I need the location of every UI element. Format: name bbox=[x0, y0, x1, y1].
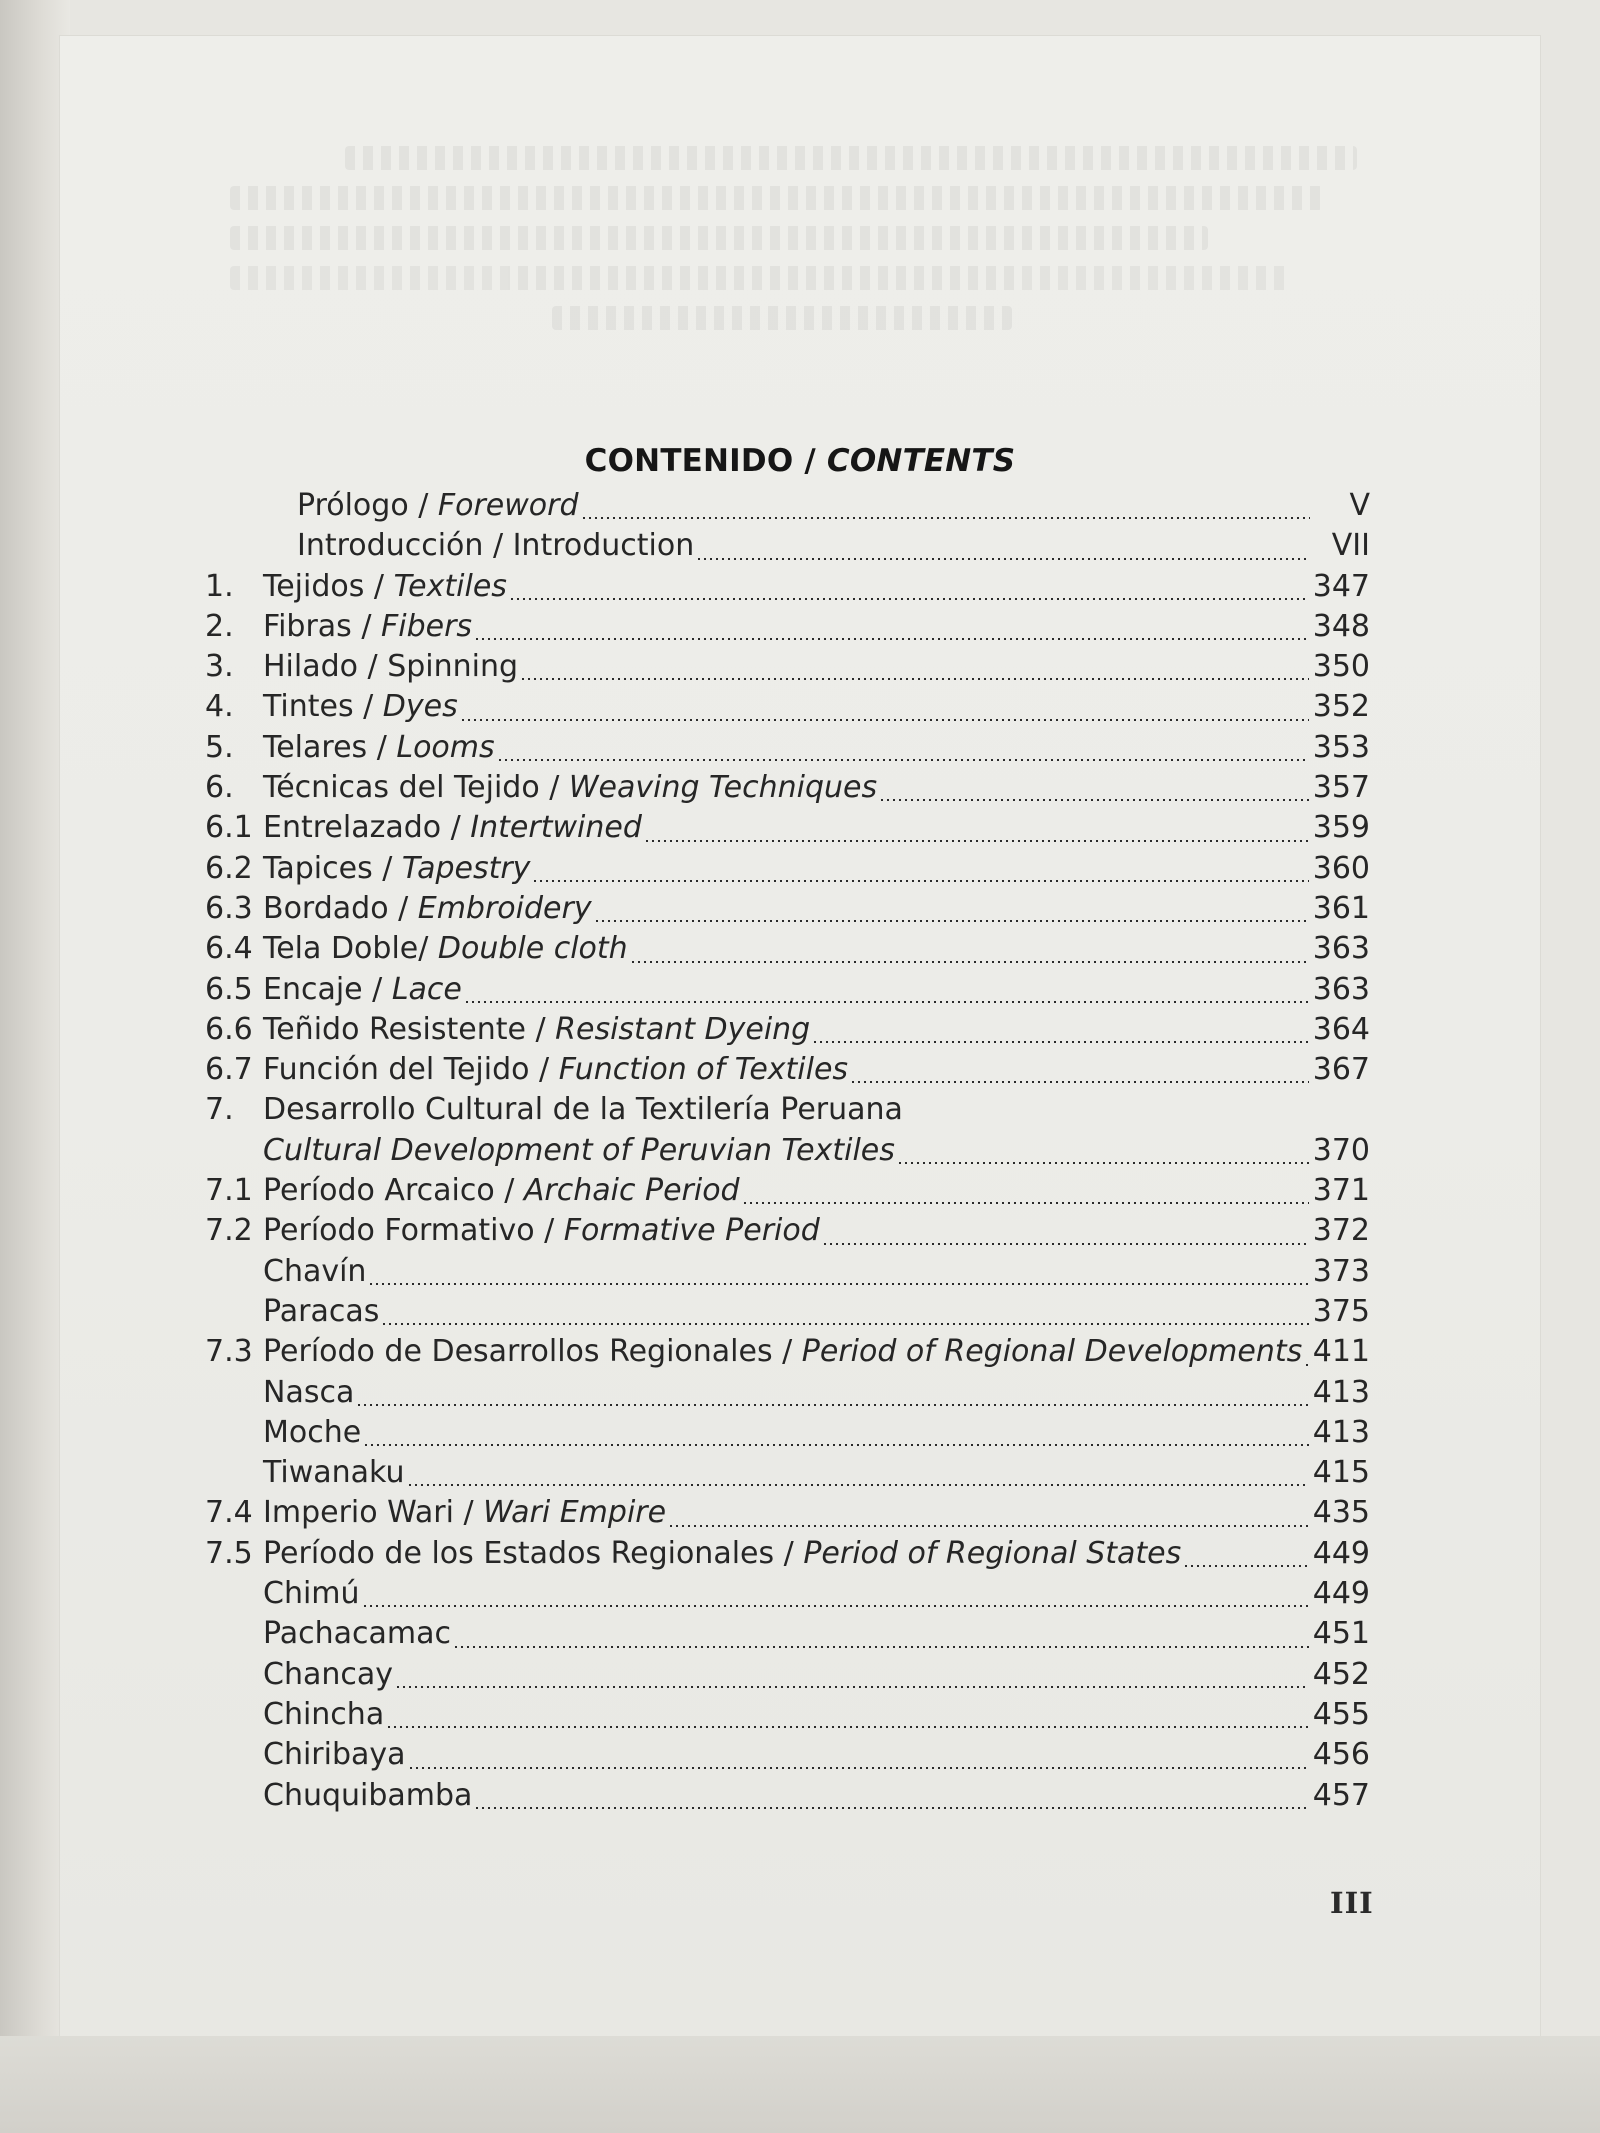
toc-entry-title bbox=[263, 649, 518, 684]
dot-leader bbox=[409, 1484, 1309, 1486]
dot-leader bbox=[388, 1726, 1309, 1728]
toc-entry-page: 347 bbox=[1312, 568, 1370, 604]
dot-leader bbox=[899, 1162, 1309, 1164]
dot-leader bbox=[358, 1404, 1308, 1406]
toc-entry bbox=[205, 1012, 1370, 1052]
toc-entry-number: 6.3 bbox=[205, 890, 253, 926]
toc-entry-title bbox=[263, 609, 472, 644]
toc-entry-title bbox=[263, 1536, 1181, 1571]
toc-entry-page: 413 bbox=[1312, 1374, 1370, 1410]
toc-entry bbox=[205, 730, 1370, 770]
toc-entry-page: VII bbox=[1331, 528, 1370, 564]
toc-entry-title-text: Período de los Estados Regionales / bbox=[263, 1535, 804, 1571]
dot-leader bbox=[881, 799, 1309, 801]
dot-leader bbox=[370, 1283, 1308, 1285]
title-italic: CONTENTS bbox=[826, 442, 1016, 479]
dot-leader bbox=[852, 1081, 1309, 1083]
toc-entry-page: 353 bbox=[1312, 729, 1370, 765]
dot-leader bbox=[410, 1767, 1309, 1769]
toc-entry-title bbox=[263, 1213, 820, 1248]
toc-entry-number: 4. bbox=[205, 689, 234, 725]
toc-entry-page: 456 bbox=[1312, 1737, 1370, 1773]
toc-entry-number: 6.7 bbox=[205, 1052, 253, 1088]
toc-entry-title bbox=[263, 931, 628, 966]
toc-entry-title-english: Formative Period bbox=[563, 1213, 820, 1249]
toc-entry bbox=[205, 1415, 1370, 1455]
toc-entry-page: 370 bbox=[1312, 1132, 1370, 1168]
toc-entry-title-text: Teñido Resistente / bbox=[263, 1011, 556, 1047]
toc-entry-title-text: Encaje / bbox=[263, 971, 392, 1007]
toc-entry-page: 350 bbox=[1312, 649, 1370, 685]
toc-entry-title bbox=[263, 1455, 405, 1490]
toc-entry-page: 372 bbox=[1312, 1213, 1370, 1249]
toc-entry-title-text: Fibras / bbox=[263, 608, 381, 644]
toc-entry-page: 373 bbox=[1312, 1253, 1370, 1289]
toc-entry-page: 435 bbox=[1312, 1495, 1370, 1531]
toc-entry bbox=[205, 770, 1370, 810]
toc-entry-title-english: Resistant Dyeing bbox=[555, 1011, 811, 1047]
toc-entry-number: 6. bbox=[205, 770, 234, 806]
toc-entry-page: 457 bbox=[1312, 1777, 1370, 1813]
toc-entry-title bbox=[263, 1415, 361, 1450]
toc-entry-title-text: Período de Desarrollos Regionales / bbox=[263, 1334, 802, 1370]
dot-leader bbox=[397, 1686, 1309, 1688]
toc-entry-number: 6.6 bbox=[205, 1011, 253, 1047]
toc-entry-page: 352 bbox=[1312, 689, 1370, 725]
toc-entry-title-text: Telares / bbox=[263, 729, 397, 765]
toc-entry-page: 360 bbox=[1312, 850, 1370, 886]
toc-entry-title-text: Nasca bbox=[263, 1374, 355, 1410]
toc-entry-number: 7.5 bbox=[205, 1535, 253, 1571]
toc-entry bbox=[205, 528, 1370, 568]
toc-entry-title-text: Bordado / bbox=[263, 890, 418, 926]
toc-entry-title bbox=[297, 488, 579, 523]
toc-entry-title bbox=[263, 1737, 406, 1772]
toc-entry-title bbox=[263, 1012, 810, 1047]
dot-leader bbox=[646, 840, 1309, 842]
toc-entry bbox=[205, 1334, 1370, 1374]
toc-entry-number: 6.1 bbox=[205, 810, 253, 846]
dot-leader bbox=[499, 759, 1309, 761]
toc-entry-title bbox=[263, 1254, 366, 1289]
toc-entry-title-english: Period of Regional States bbox=[803, 1535, 1182, 1571]
toc-entry-title-text: Hilado / Spinning bbox=[263, 649, 519, 685]
toc-entry-number: 7.3 bbox=[205, 1334, 253, 1370]
toc-entry-title-text: Tapices / bbox=[263, 850, 402, 886]
toc-entry-title bbox=[263, 1576, 360, 1611]
dot-leader bbox=[511, 598, 1309, 600]
toc-entry-page: 449 bbox=[1312, 1576, 1370, 1612]
toc-entry-number: 6.2 bbox=[205, 850, 253, 886]
contents-title bbox=[0, 443, 1600, 479]
toc-entry-title bbox=[263, 972, 462, 1007]
toc-entry-title bbox=[263, 851, 530, 886]
toc-entry-title-text: Imperio Wari / bbox=[263, 1495, 484, 1531]
toc-entry-title-english: Embroidery bbox=[417, 890, 592, 926]
toc-entry-title bbox=[263, 1778, 472, 1813]
toc-entry-title bbox=[263, 1052, 848, 1087]
toc-entry bbox=[205, 649, 1370, 689]
toc-entry-title-text: Tela Doble/ bbox=[263, 931, 438, 967]
toc-entry bbox=[205, 1737, 1370, 1777]
dot-leader bbox=[365, 1444, 1309, 1446]
toc-entry bbox=[205, 1213, 1370, 1253]
toc-entry-number: 7.2 bbox=[205, 1213, 253, 1249]
table-surface bbox=[0, 2036, 1600, 2133]
toc-entry bbox=[205, 851, 1370, 891]
dot-leader bbox=[522, 678, 1309, 680]
toc-entry-title-english: Weaving Techniques bbox=[568, 770, 878, 806]
toc-entry-title-text: Chuquibamba bbox=[263, 1777, 473, 1813]
toc-entry-page: 411 bbox=[1312, 1334, 1370, 1370]
toc-entry-title-text: Período Formativo / bbox=[263, 1213, 564, 1249]
toc-entry-page: 455 bbox=[1312, 1696, 1370, 1732]
toc-entry-number: 5. bbox=[205, 729, 234, 765]
dot-leader bbox=[1185, 1565, 1308, 1567]
toc-entry bbox=[205, 1576, 1370, 1616]
toc-entry-page: 359 bbox=[1312, 810, 1370, 846]
toc-entry bbox=[205, 1133, 1370, 1173]
dot-leader bbox=[583, 517, 1310, 519]
toc-entry-title-text: Chincha bbox=[263, 1696, 385, 1732]
toc-entry-page: 452 bbox=[1312, 1656, 1370, 1692]
dot-leader bbox=[476, 1807, 1308, 1809]
toc-entry-title bbox=[263, 1334, 1302, 1369]
toc-entry-page: 413 bbox=[1312, 1414, 1370, 1450]
toc-entry bbox=[205, 891, 1370, 931]
toc-entry-number: 6.5 bbox=[205, 971, 253, 1007]
dot-leader bbox=[744, 1202, 1309, 1204]
dot-leader bbox=[462, 719, 1309, 721]
toc-entry-title bbox=[263, 569, 507, 604]
toc-entry-title-text: Período Arcaico / bbox=[263, 1173, 524, 1209]
toc-entry-page: 348 bbox=[1312, 608, 1370, 644]
toc-entry-title-english: Archaic Period bbox=[523, 1173, 740, 1209]
toc-entry-title-english: Textiles bbox=[393, 568, 507, 604]
toc-entry-page: 363 bbox=[1312, 971, 1370, 1007]
toc-entry-title-text: Función del Tejido / bbox=[263, 1052, 559, 1088]
toc-entry-title-text: Tiwanaku bbox=[263, 1455, 405, 1491]
toc-entry-title bbox=[263, 770, 877, 805]
page-number: III bbox=[1330, 1886, 1374, 1920]
toc-entry-number: 3. bbox=[205, 649, 234, 685]
toc-entry-title-text: Chavín bbox=[263, 1253, 367, 1289]
toc-entry bbox=[205, 1455, 1370, 1495]
toc-entry-title-english: Function of Textiles bbox=[558, 1052, 849, 1088]
toc-entry bbox=[205, 1616, 1370, 1656]
toc-entry-title-text: Tintes / bbox=[263, 689, 383, 725]
title-main: CONTENIDO / bbox=[584, 442, 827, 479]
toc-entry-title-english: Cultural Development of Peruvian Textiles bbox=[263, 1132, 895, 1168]
toc-entry bbox=[205, 1657, 1370, 1697]
dot-leader bbox=[534, 880, 1308, 882]
toc-entry-title-english: Lace bbox=[391, 971, 462, 1007]
toc-entry-page: 367 bbox=[1312, 1052, 1370, 1088]
toc-entry-title bbox=[263, 1294, 379, 1329]
toc-entry-page: 361 bbox=[1312, 890, 1370, 926]
toc-entry-title-text: Entrelazado / bbox=[263, 810, 471, 846]
toc-entry-title-english: Wari Empire bbox=[483, 1495, 667, 1531]
toc-entry bbox=[205, 1052, 1370, 1092]
toc-entry-title bbox=[263, 1657, 393, 1692]
toc-entry-title-text: Técnicas del Tejido / bbox=[263, 770, 569, 806]
toc-entry bbox=[205, 1536, 1370, 1576]
toc-entry bbox=[205, 931, 1370, 971]
toc-entry-title bbox=[263, 810, 642, 845]
toc-entry-title bbox=[263, 891, 592, 926]
toc-entry bbox=[205, 1375, 1370, 1415]
toc-entry-title bbox=[263, 1133, 895, 1168]
toc-entry-page: 451 bbox=[1312, 1616, 1370, 1652]
toc-entry-title-english: Fibers bbox=[380, 608, 473, 644]
dot-leader bbox=[698, 558, 1310, 560]
toc-entry-page: 357 bbox=[1312, 770, 1370, 806]
toc-entry-title-text: Chimú bbox=[263, 1576, 360, 1612]
table-of-contents bbox=[205, 488, 1370, 1818]
toc-entry bbox=[205, 488, 1370, 528]
dot-leader bbox=[476, 638, 1309, 640]
toc-entry-title-english: Foreword bbox=[437, 488, 579, 523]
toc-entry-title-text: Chancay bbox=[263, 1656, 393, 1692]
toc-entry-page: 371 bbox=[1312, 1173, 1370, 1209]
toc-entry-title bbox=[263, 1697, 384, 1732]
toc-entry-title-english: Period of Regional Developments bbox=[801, 1334, 1303, 1370]
toc-entry-title-english: Looms bbox=[396, 729, 495, 765]
toc-entry bbox=[205, 1173, 1370, 1213]
dot-leader bbox=[596, 920, 1309, 922]
toc-entry-title-english: Dyes bbox=[382, 689, 458, 725]
toc-entry-title-english: Intertwined bbox=[470, 810, 642, 846]
dot-leader bbox=[824, 1243, 1309, 1245]
toc-entry-title-text: Moche bbox=[263, 1414, 362, 1450]
toc-entry-number: 1. bbox=[205, 568, 234, 604]
toc-entry-title bbox=[263, 689, 458, 724]
dot-leader bbox=[466, 1001, 1309, 1003]
toc-entry-title-text: Paracas bbox=[263, 1293, 380, 1329]
toc-entry-number: 6.4 bbox=[205, 931, 253, 967]
dot-leader bbox=[670, 1525, 1309, 1527]
toc-entry-number: 7.1 bbox=[205, 1173, 253, 1209]
toc-entry-title-text: Prólogo / bbox=[297, 488, 438, 523]
toc-entry-title bbox=[263, 1495, 666, 1530]
toc-entry bbox=[205, 1294, 1370, 1334]
toc-entry bbox=[205, 810, 1370, 850]
toc-entry-title-text: Desarrollo Cultural de la Textilería Peruana bbox=[263, 1092, 903, 1128]
toc-entry bbox=[205, 1778, 1370, 1818]
dot-leader bbox=[632, 961, 1309, 963]
dot-leader bbox=[455, 1646, 1309, 1648]
toc-entry-page: 363 bbox=[1312, 931, 1370, 967]
toc-entry bbox=[205, 1092, 1370, 1132]
dot-leader bbox=[383, 1323, 1308, 1325]
toc-entry-page: 364 bbox=[1312, 1011, 1370, 1047]
toc-entry-number: 2. bbox=[205, 608, 234, 644]
toc-entry-number: 7.4 bbox=[205, 1495, 253, 1531]
toc-entry-title bbox=[263, 1375, 354, 1410]
toc-entry bbox=[205, 1697, 1370, 1737]
toc-entry-page: 415 bbox=[1312, 1455, 1370, 1491]
toc-entry-title bbox=[263, 1092, 903, 1127]
dot-leader bbox=[814, 1041, 1309, 1043]
toc-entry bbox=[205, 1495, 1370, 1535]
toc-entry-title-text: Pachacamac bbox=[263, 1616, 451, 1652]
toc-entry bbox=[205, 609, 1370, 649]
toc-entry bbox=[205, 972, 1370, 1012]
toc-entry-title bbox=[263, 1616, 451, 1651]
toc-entry-title bbox=[263, 1173, 740, 1208]
dot-leader bbox=[364, 1605, 1309, 1607]
toc-entry-title bbox=[263, 730, 495, 765]
toc-entry bbox=[205, 689, 1370, 729]
toc-entry-title-english: Tapestry bbox=[401, 850, 531, 886]
toc-entry-page: 449 bbox=[1312, 1535, 1370, 1571]
toc-entry-title-text: Chiribaya bbox=[263, 1737, 406, 1773]
toc-entry-title bbox=[297, 528, 694, 563]
dot-leader bbox=[1306, 1364, 1308, 1366]
toc-entry-number: 7. bbox=[205, 1092, 234, 1128]
toc-entry-title-text: Introducción / Introduction bbox=[297, 528, 695, 564]
toc-entry bbox=[205, 569, 1370, 609]
toc-entry-title-english: Double cloth bbox=[437, 931, 628, 967]
toc-entry bbox=[205, 1254, 1370, 1294]
toc-entry-title-text: Tejidos / bbox=[263, 568, 394, 604]
toc-entry-page: V bbox=[1349, 488, 1370, 523]
toc-entry-page: 375 bbox=[1312, 1293, 1370, 1329]
